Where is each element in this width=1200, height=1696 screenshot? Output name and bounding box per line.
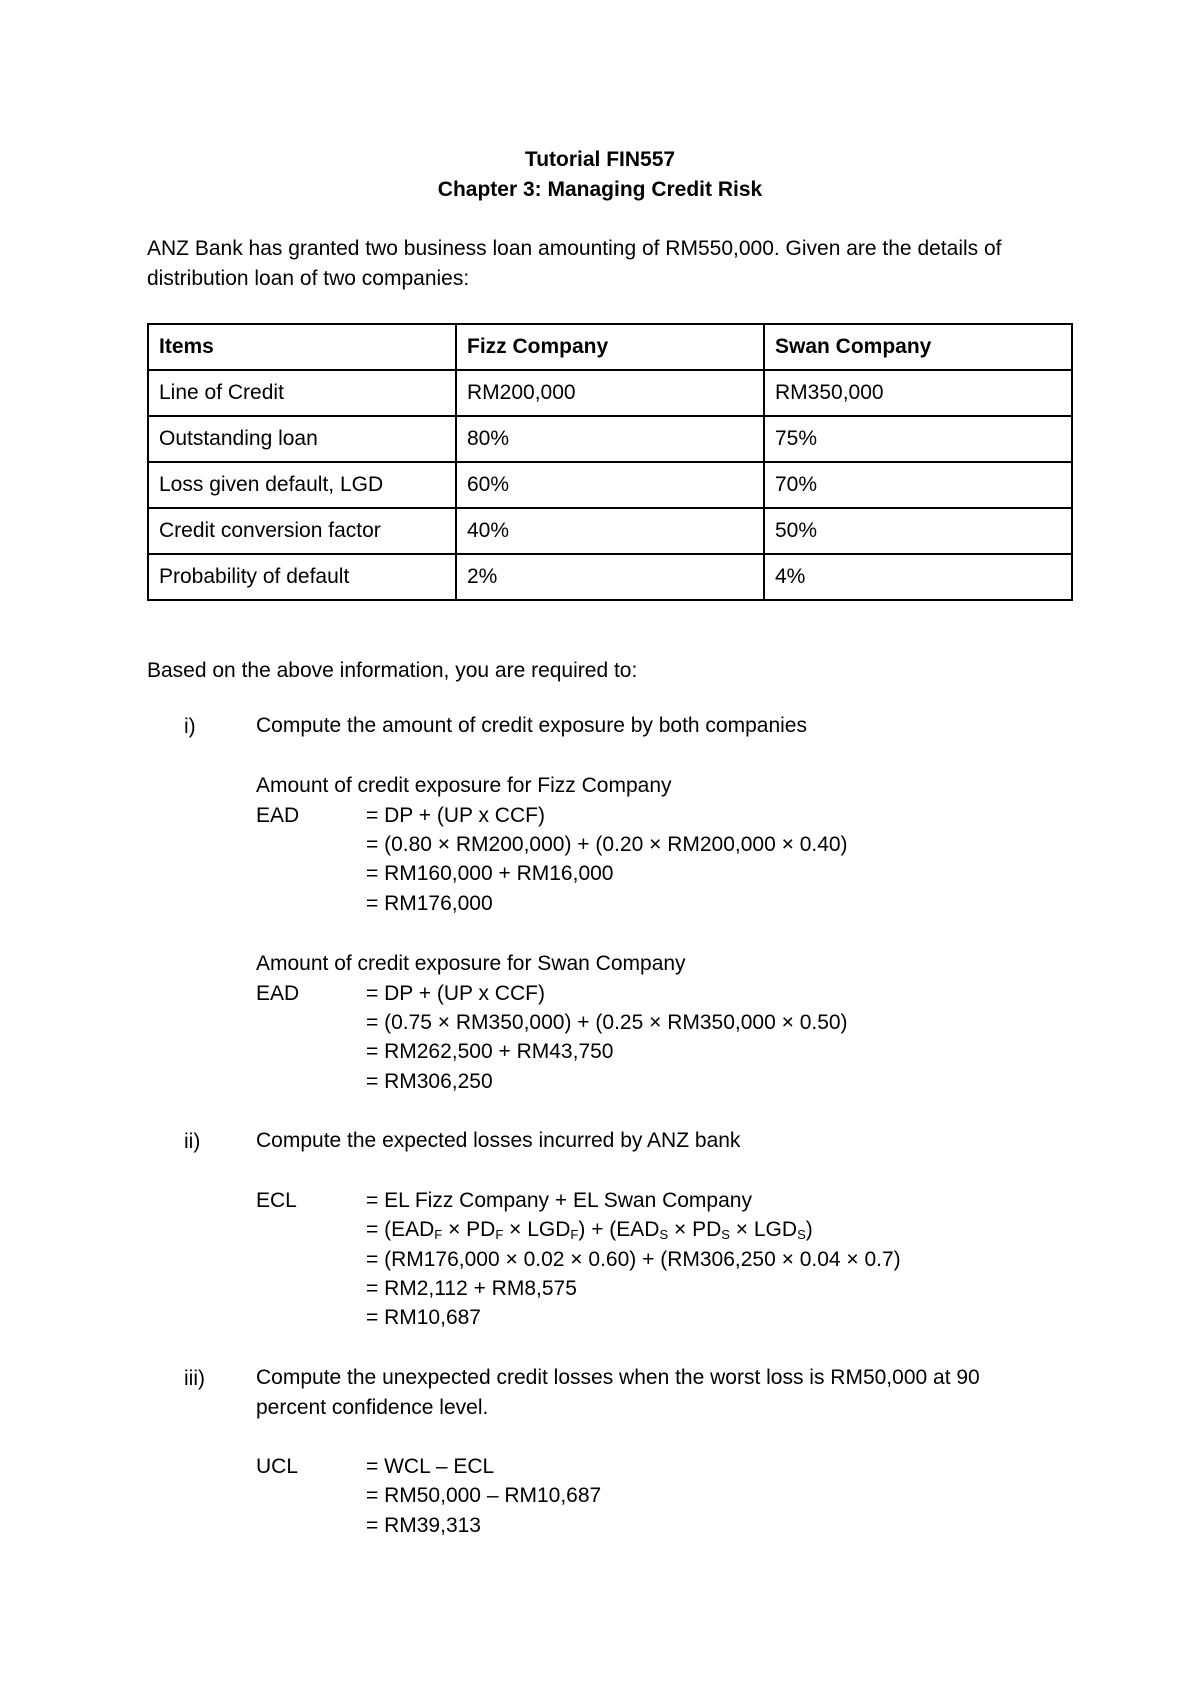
table-cell: 50% [764,508,1072,554]
formula-step: = RM262,500 + RM43,750 [366,1040,614,1063]
table-cell: Line of Credit [148,370,456,416]
question-number: i) [184,715,196,738]
table-cell: RM200,000 [456,370,764,416]
table-cell: RM350,000 [764,370,1072,416]
formula-label: EAD [256,804,300,827]
table-header-row [148,324,1072,370]
formula-step: = RM176,000 [366,892,493,915]
formula-step: = RM50,000 – RM10,687 [366,1484,602,1507]
question-number: iii) [184,1367,205,1390]
formula-step: = (RM176,000 × 0.02 × 0.60) + (RM306,250 × 0.04 × 0.7) [366,1248,901,1271]
table-cell: 4% [764,554,1072,600]
table-cell: Outstanding loan [148,416,456,462]
formula-step: = (0.75 × RM350,000) + (0.25 × RM350,000 × 0.50) [366,1011,848,1034]
table-cell: 40% [456,508,764,554]
formula-step: = WCL – ECL [366,1455,495,1478]
document-subtitle: Chapter 3: Managing Credit Risk [437,178,763,201]
formula-step: = RM39,313 [366,1514,481,1537]
question-text: Compute the expected losses incurred by ANZ bank [256,1129,741,1152]
table-row [148,462,1072,508]
table-cell: Loss given default, LGD [148,462,456,508]
table-row [148,554,1072,600]
question-text: Compute the unexpected credit losses when the worst loss is RM50,000 at 90 percent confidence level. [256,1366,980,1419]
question-text: Compute the amount of credit exposure by both companies [256,714,807,737]
formula-step: = DP + (UP x CCF) [366,804,545,827]
loan-details-table [147,323,1073,601]
formula-step-subscripted: = $(EAD_F \times PD_F \times LGD_F) + (EAD_S \times PD_S \times LGD_S)$ [366,1218,813,1242]
header-cell: Fizz Company [456,324,764,370]
table-cell: 60% [456,462,764,508]
formula-label: UCL [256,1455,299,1478]
table-cell: 80% [456,416,764,462]
formula-step: = RM10,687 [366,1306,481,1329]
table-cell: 75% [764,416,1072,462]
formula-step: = RM2,112 + RM8,575 [366,1277,577,1300]
formula-step: = DP + (UP x CCF) [366,982,545,1005]
formula-step: = RM160,000 + RM16,000 [366,862,614,885]
table-cell: 70% [764,462,1072,508]
formula-step: = (0.80 × RM200,000) + (0.20 × RM200,000 × 0.40) [366,833,848,856]
fizz-heading: Amount of credit exposure for Fizz Company [256,774,672,797]
header-cell: Items [148,324,456,370]
formula-label: ECL [256,1189,297,1212]
table-cell: Probability of default [148,554,456,600]
formula-label: EAD [256,982,300,1005]
table-row [148,370,1072,416]
instruction-text: Based on the above information, you are required to: [147,659,638,682]
swan-heading: Amount of credit exposure for Swan Company [256,952,686,975]
table-cell: 2% [456,554,764,600]
intro-paragraph: ANZ Bank has granted two business loan amounting of RM550,000. Given are the details of distribution loan of two companies: [147,237,1002,290]
table-row [148,416,1072,462]
table-cell: Credit conversion factor [148,508,456,554]
header-cell: Swan Company [764,324,1072,370]
formula-step: = RM306,250 [366,1070,493,1093]
document-title: Tutorial FIN557 [524,148,676,171]
question-number: ii) [184,1130,201,1153]
formula-step: = EL Fizz Company + EL Swan Company [366,1189,752,1212]
table-row [148,508,1072,554]
